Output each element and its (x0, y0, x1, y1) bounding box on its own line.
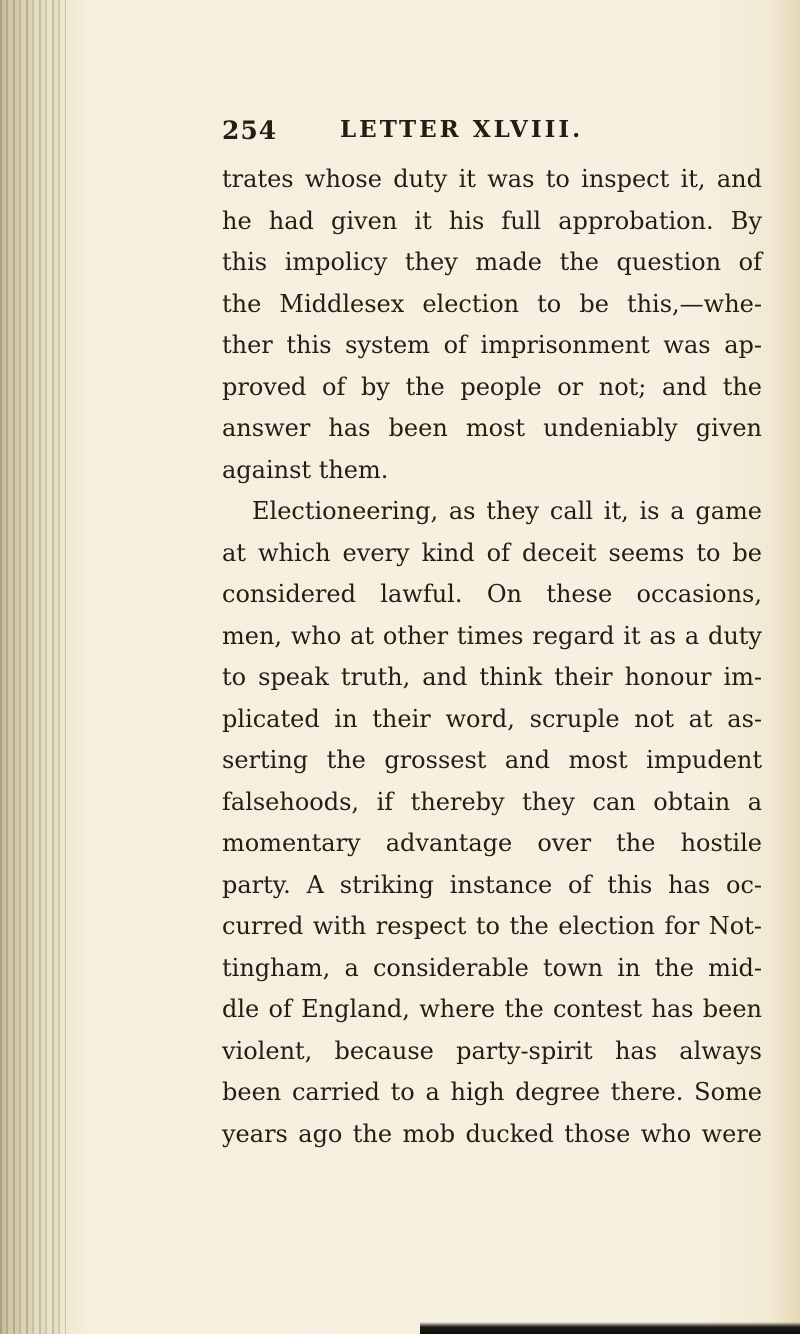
page-binding-edge (0, 0, 66, 1334)
page-number: 254 (222, 116, 278, 145)
text-line: proved of by the people or not; and the (222, 372, 762, 401)
text-line: against them. (222, 455, 389, 484)
text-line: to speak truth, and think their honour im- (222, 663, 762, 691)
text-line: tingham, a considerable town in the mid- (222, 953, 762, 982)
text-line: curred with respect to the election for Not- (222, 912, 762, 940)
text-line: violent, because party-spirit has always (222, 1036, 762, 1065)
text-line: at which every kind of deceit seems to be (222, 538, 762, 567)
text-line: men, who at other times regard it as a duty (222, 621, 762, 650)
text-line: years ago the mob ducked those who were (222, 1119, 762, 1148)
page-bottom-shadow (420, 1322, 800, 1334)
text-line: dle of England, where the contest has been (222, 995, 762, 1023)
text-line: trates whose duty it was to inspect it, and (222, 165, 762, 193)
text-line: answer has been most undeniably given (222, 414, 762, 442)
text-line: plicated in their word, scruple not at as- (222, 704, 762, 733)
page-header (222, 116, 762, 156)
text-line: he had given it his full approbation. By (222, 206, 762, 235)
text-line: falsehoods, if thereby they can obtain a (222, 787, 762, 816)
text-line: party. A striking instance of this has oc- (222, 870, 762, 899)
text-line: the Middlesex election to be this,—whe- (222, 289, 762, 318)
running-head: LETTER XLVIII. (340, 116, 584, 143)
text-line: momentary advantage over the hostile (222, 829, 762, 857)
text-line: considered lawful. On these occasions, (222, 580, 762, 608)
text-line: this impolicy they made the question of (222, 248, 762, 276)
text-line: serting the grossest and most impudent (222, 746, 762, 774)
text-line: been carried to a high degree there. Some (222, 1078, 762, 1106)
body-text (222, 159, 762, 1155)
paragraph-start-line: Electioneering, as they call it, is a game (252, 497, 762, 525)
text-line: ther this system of imprisonment was ap- (222, 331, 762, 359)
